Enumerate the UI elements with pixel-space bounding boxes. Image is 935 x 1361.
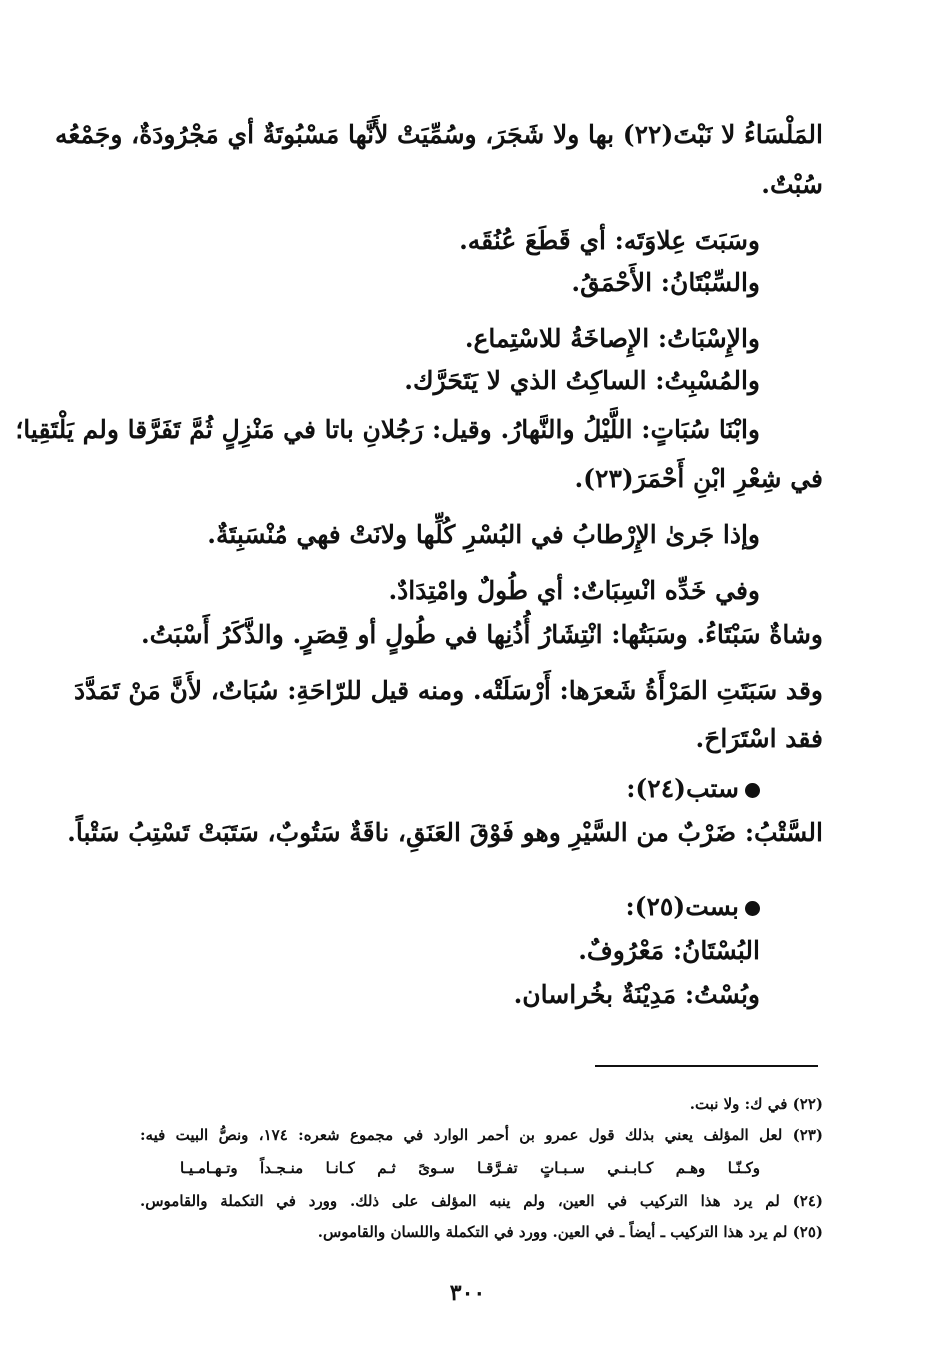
body-line-14: السَّتْبُ: ضَرْبٌ من السَّيْرِ وهو فَوْقَ العَنَقِ، ناقَةٌ سَتُوبٌ، سَتَبَتْ تَسْتِبُ سَتْباً. — [67, 818, 823, 847]
body-line-8: في شِعْرِ ابْنِ أَحْمَرَ(٢٣). — [574, 464, 823, 493]
footnote-24: (٢٤) لم يرد هذا التركيب في العين، ولم ينبه المؤلف على ذلك. وورد في التكملة والقاموس. — [140, 1192, 823, 1210]
body-line-6: والمُسْبِتُ: الساكِتُ الذي لا يَتَحَرَّك. — [404, 366, 760, 395]
body-line-4: والسِّبْتَانُ: الأَحْمَقُ. — [571, 268, 760, 297]
entry-heading-stb-text: ستب(٢٤): — [626, 774, 739, 803]
body-line-13: فقد اسْتَرَاحَ. — [695, 724, 823, 753]
footnote-23: (٢٣) لعل المؤلف يعني بذلك قول عمرو بن أحمر الوارد في مجموع شعره: ١٧٤، ونصُّ البيت فيه: — [140, 1126, 823, 1144]
body-line-5: والإِسْبَاتُ: الإِصاخَةُ للاسْتِماع. — [464, 324, 760, 353]
footnote-22: (٢٢) في ك: ولا نبت. — [689, 1095, 823, 1113]
bullet-icon — [745, 783, 760, 798]
body-line-3: وسَبَتَ عِلاوَتَه: أي قَطَعَ عُنُقَه. — [459, 226, 760, 255]
entry-heading-bst-text: بست(٢٥): — [625, 892, 739, 921]
page-number: ٣٠٠ — [449, 1280, 486, 1306]
body-line-7: وابْنَا سُبَاتٍ: اللَّيْلُ والنَّهارُ. وقيل: رَجُلانِ باتا في مَنْزِلٍ ثُمَّ تَفَرَّقا ولم يَلْتَقِيا؛ — [15, 415, 760, 444]
body-line-10: وفي خَدِّه انْسِبَاتٌ: أي طُولٌ وامْتِدَادٌ. — [388, 576, 760, 605]
body-line-1: المَلْسَاءُ لا نَبْتَ(٢٢) بها ولا شَجَرَ، وسُمِّيَتْ لأَنَّها مَسْبُوتَةٌ أي مَجْرُودَةٌ، وجَمْعُه — [54, 120, 823, 149]
body-line-16: وبُسْتُ: مَدِيْنَةٌ بخُراسان. — [513, 980, 760, 1009]
body-line-15: البُسْتَانُ: مَعْرُوفٌ. — [578, 936, 760, 965]
footnote-divider — [595, 1065, 818, 1067]
entry-heading-stb — [626, 772, 760, 806]
body-line-9: وإذا جَرىٰ الإِرْطابُ في البُسْرِ كُلِّها ولانَتْ فهي مُنْسَبِتَةٌ. — [207, 520, 760, 549]
bullet-icon — [745, 901, 760, 916]
body-line-11: وشاةٌ سَبْتَاءُ. وسَبَتُها: انْتِشَارُ أُذُنِها في طُولٍ أو قِصَرٍ. والذَّكَرُ أَسْبَتُ. — [140, 620, 823, 649]
footnote-23-verse: وكـنّـا وهـم كـابـنـي سـبـاتٍ تفـرَّقـا سـوىً ثـم كـانـا منـجـداً وتـهـامـيـا — [180, 1159, 760, 1177]
footnote-25: (٢٥) لم يرد هذا التركيب ـ أيضاً ـ في العين. وورد في التكملة واللسان والقاموس. — [317, 1223, 823, 1241]
body-line-2: سُبْتٌ. — [761, 170, 823, 199]
body-line-12: وقد سَبَتَتِ المَرْأَةُ شَعرَها: أَرْسَلَتْه. ومنه قيل للرّاحَةِ: سُبَاتٌ، لأَنَّ مَنْ تَمَدَّدَ — [73, 676, 823, 705]
entry-heading-bst — [625, 890, 760, 924]
